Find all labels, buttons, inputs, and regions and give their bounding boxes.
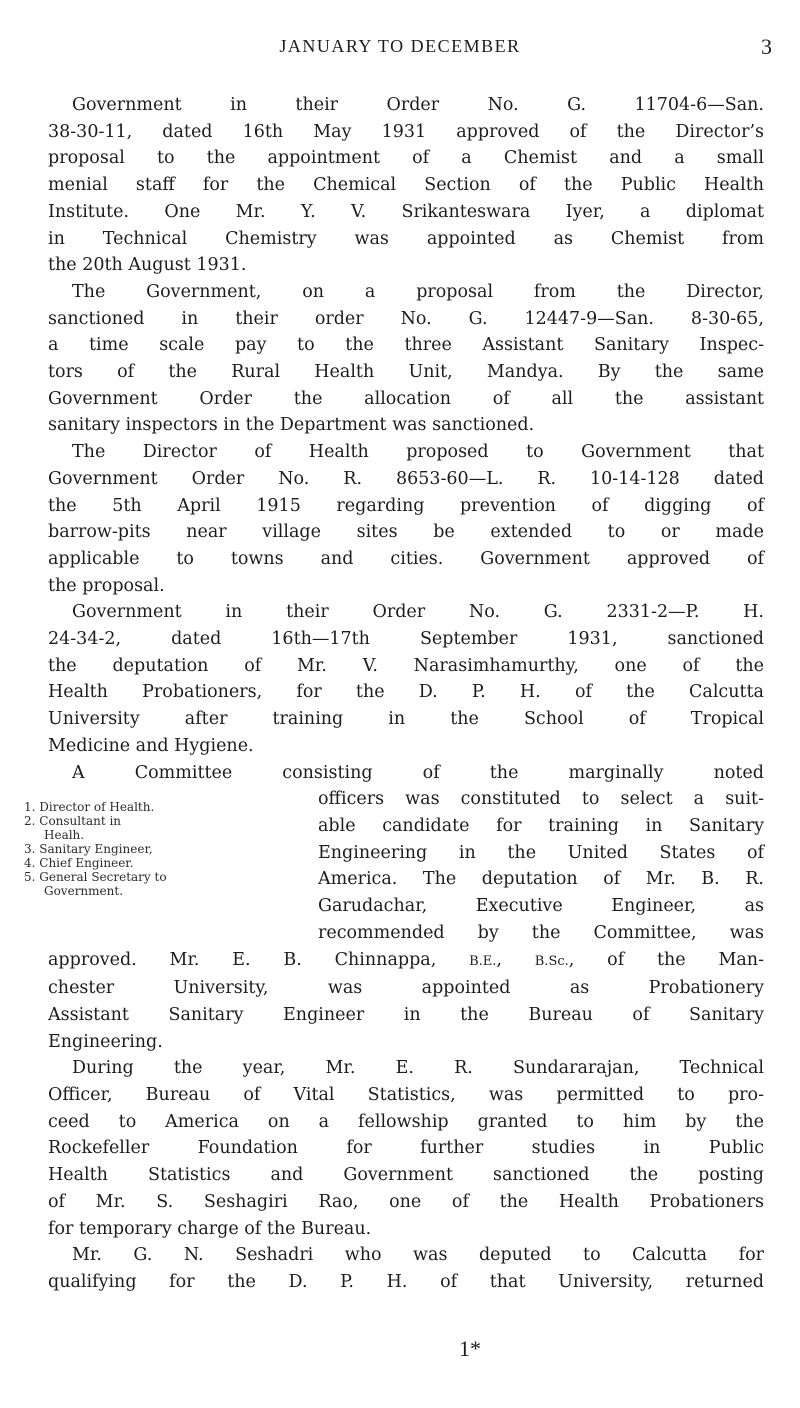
text-line: ceed to America on a fellowship granted to him by the (48, 1111, 764, 1132)
text-line: recommended by the Committee, was (318, 922, 764, 943)
text-line: Officer, Bureau of Vital Statistics, was permitted to pro- (48, 1085, 764, 1106)
marginal-note-item: 3. Sanitary Engineer, (24, 842, 153, 856)
text-line: able candidate for training in Sanitary (318, 815, 764, 836)
text-line: Health Probationers, for the D. P. H. of the Calcutta (48, 682, 764, 703)
text-line: chester University, was appointed as Probationery (48, 978, 764, 999)
text-line: Garudachar, Executive Engineer, as (318, 896, 764, 917)
text-line: Government in their Order No. G. 11704-6—San. (72, 95, 764, 115)
text-fragment: , (496, 949, 535, 970)
text-line: of Mr. S. Seshagiri Rao, one of the Health Probationers (48, 1191, 764, 1212)
text-line: proposal to the appointment of a Chemist and a small (48, 148, 764, 169)
text-line: the proposal. (48, 575, 165, 596)
text-fragment: approved. Mr. E. B. Chinnappa, (48, 949, 470, 970)
text-line: Assistant Sanitary Engineer in the Bureau of Sanitary (48, 1004, 764, 1025)
text-fragment: , of the Man- (568, 949, 764, 970)
text-line: qualifying for the D. P. H. of that University, returned (48, 1271, 764, 1292)
text-line: barrow-pits near village sites be extended to or made (48, 522, 764, 543)
degree-abbrev: B.Sc. (534, 953, 569, 969)
text-line: applicable to towns and cities. Government approved of (48, 548, 764, 569)
marginal-note-item: 2. Consultant in (24, 814, 122, 828)
text-line: Health Statistics and Government sanctioned the posting (48, 1165, 764, 1186)
text-line: Government Order No. R. 8653-60—L. R. 10-14-128 dated (48, 468, 764, 489)
marginal-note-item: Healh. (44, 828, 85, 842)
signature-mark: 1* (459, 1336, 481, 1361)
text-line: menial staff for the Chemical Section of the Public Health (48, 175, 764, 196)
degree-abbrev: B.E. (469, 953, 497, 969)
text-line: 24-34-2, dated 16th—17th September 1931, sanctioned (48, 629, 764, 650)
marginal-note-item: Government. (44, 884, 124, 898)
text-line: Government in their Order No. G. 2331-2—P. H. (72, 602, 764, 623)
text-line: tors of the Rural Health Unit, Mandya. By the same (48, 362, 764, 383)
text-line: officers was constituted to select a suit- (318, 789, 764, 810)
running-title: JANUARY TO DECEMBER (279, 36, 521, 56)
text-line: A Committee consisting of the marginally noted (72, 762, 764, 783)
text-line: During the year, Mr. E. R. Sundararajan, Technical (72, 1058, 764, 1079)
marginal-note-item: 1. Director of Health. (24, 800, 155, 814)
text-line: the 20th August 1931. (48, 255, 247, 276)
marginal-note-item: 5. General Secretary to (24, 870, 167, 884)
text-line: Medicine and Hygiene. (48, 735, 254, 756)
text-line: Rockefeller Foundation for further studies in Public (48, 1138, 764, 1159)
marginal-note-item: 4. Chief Engineer. (24, 856, 134, 870)
running-header (0, 36, 800, 66)
text-line: America. The deputation of Mr. B. R. (318, 869, 764, 890)
body-text (48, 92, 764, 1296)
text-line: sanitary inspectors in the Department was sanctioned. (48, 415, 535, 436)
text-line: University after training in the School of Tropical (48, 709, 764, 730)
text-line: in Technical Chemistry was appointed as Chemist from (48, 228, 764, 249)
text-line: the 5th April 1915 regarding prevention of digging of (48, 495, 764, 516)
text-line: The Director of Health proposed to Government that (72, 442, 764, 463)
text-line: The Government, on a proposal from the Director, (72, 281, 764, 302)
text-line-with-degrees (48, 947, 764, 976)
text-line: for temporary charge of the Bureau. (48, 1218, 372, 1239)
text-line: the deputation of Mr. V. Narasimhamurthy, one of the (48, 655, 764, 676)
text-line: Mr. G. N. Seshadri who was deputed to Calcutta for (72, 1245, 764, 1266)
text-line: Engineering. (48, 1031, 163, 1052)
text-line: Engineering in the United States of (318, 842, 764, 863)
marginal-note (24, 800, 224, 898)
page-number: 3 (761, 34, 772, 59)
text-line: a time scale pay to the three Assistant Sanitary Inspec- (48, 335, 764, 356)
text-line: Government Order the allocation of all the assistant (48, 388, 764, 409)
text-line: sanctioned in their order No. G. 12447-9—San. 8-30-65, (48, 308, 764, 329)
text-line: Institute. One Mr. Y. V. Srikanteswara Iyer, a diplomat (48, 201, 764, 222)
text-line: 38-30-11, dated 16th May 1931 approved of the Director’s (48, 121, 764, 142)
